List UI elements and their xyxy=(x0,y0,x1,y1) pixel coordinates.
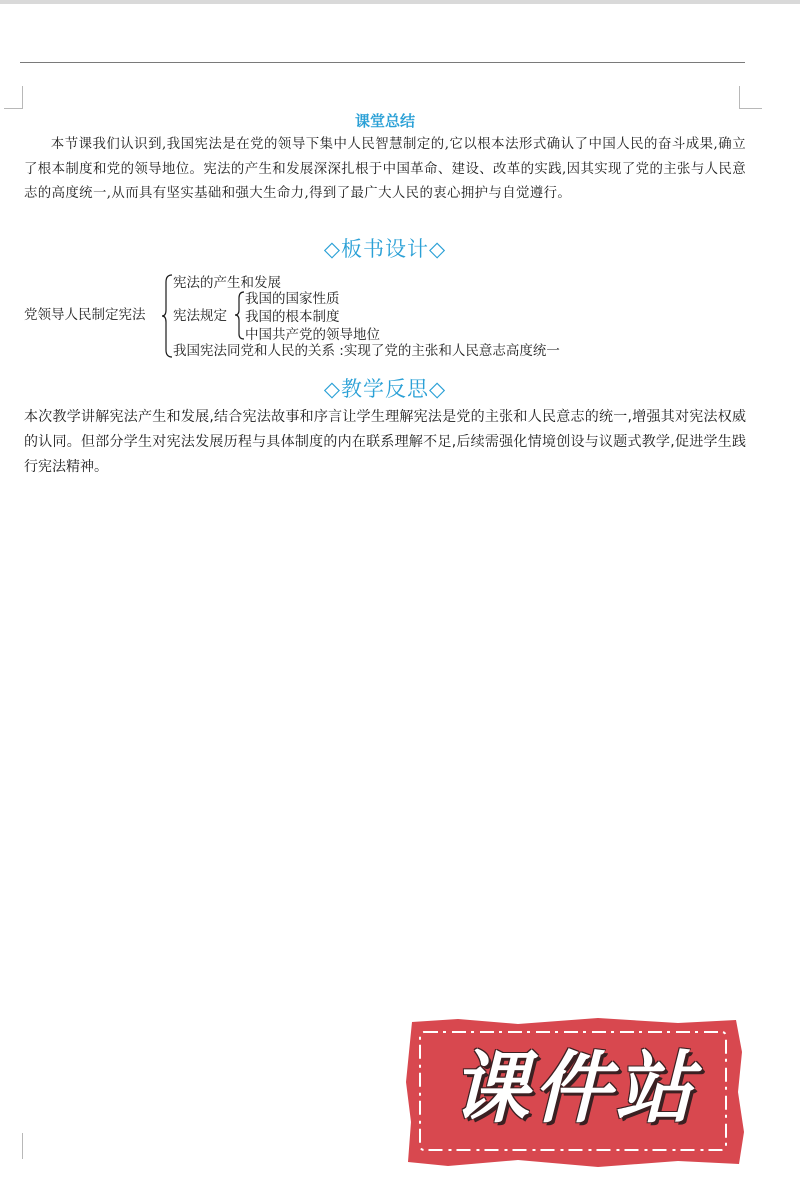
summary-paragraph: 本节课我们认识到,我国宪法是在党的领导下集中人民智慧制定的,它以根本法形式确认了中国人民的奋斗成果,确立了根本制度和党的领导地位。宪法的产生和发展深深扎根于中国革命、建设、改革的实践,因其实现了党的主张与人民意志的高度统一,从而具有坚实基础和强大生命力,得到了最广大人民的衷心拥护与自觉遵行。 xyxy=(24,137,746,201)
board-design-title: ◇板书设计◇ xyxy=(323,237,447,261)
header-rule xyxy=(20,62,745,63)
board-root: 党领导人民制定宪法 xyxy=(24,307,146,323)
rules-brace xyxy=(235,292,244,339)
crop-mark-bottom-left xyxy=(4,1133,23,1159)
board-rule-item: 中国共产党的领导地位 xyxy=(245,327,380,343)
main-brace xyxy=(162,275,172,357)
board-rule-item: 我国的国家性质 xyxy=(245,291,340,307)
crop-mark-top-left xyxy=(4,86,23,109)
reflection-paragraph: 本次教学讲解宪法产生和发展,结合宪法故事和序言让学生理解宪法是党的主张和人民意志的统一,增强其对宪法权威的认同。但部分学生对宪法发展历程与具体制度的内在联系理解不足,后续需强化情境创设与议题式教学,促进学生践行宪法精神。 xyxy=(24,409,746,475)
top-border xyxy=(0,0,800,4)
board-branch-origin: 宪法的产生和发展 xyxy=(173,275,281,291)
watermark-text: 课件站 xyxy=(450,1044,697,1134)
board-branch-relation: 我国宪法同党和人民的关系 :实现了党的主张和人民意志高度统一 xyxy=(173,343,560,359)
watermark-stamp xyxy=(398,1012,748,1172)
crop-mark-top-right xyxy=(739,86,762,109)
board-outline xyxy=(0,270,770,365)
board-branch-rules: 宪法规定 xyxy=(173,308,227,324)
summary-title: 课堂总结 xyxy=(354,112,415,130)
reflection-title: ◇教学反思◇ xyxy=(323,377,447,401)
board-rule-item: 我国的根本制度 xyxy=(245,309,340,325)
